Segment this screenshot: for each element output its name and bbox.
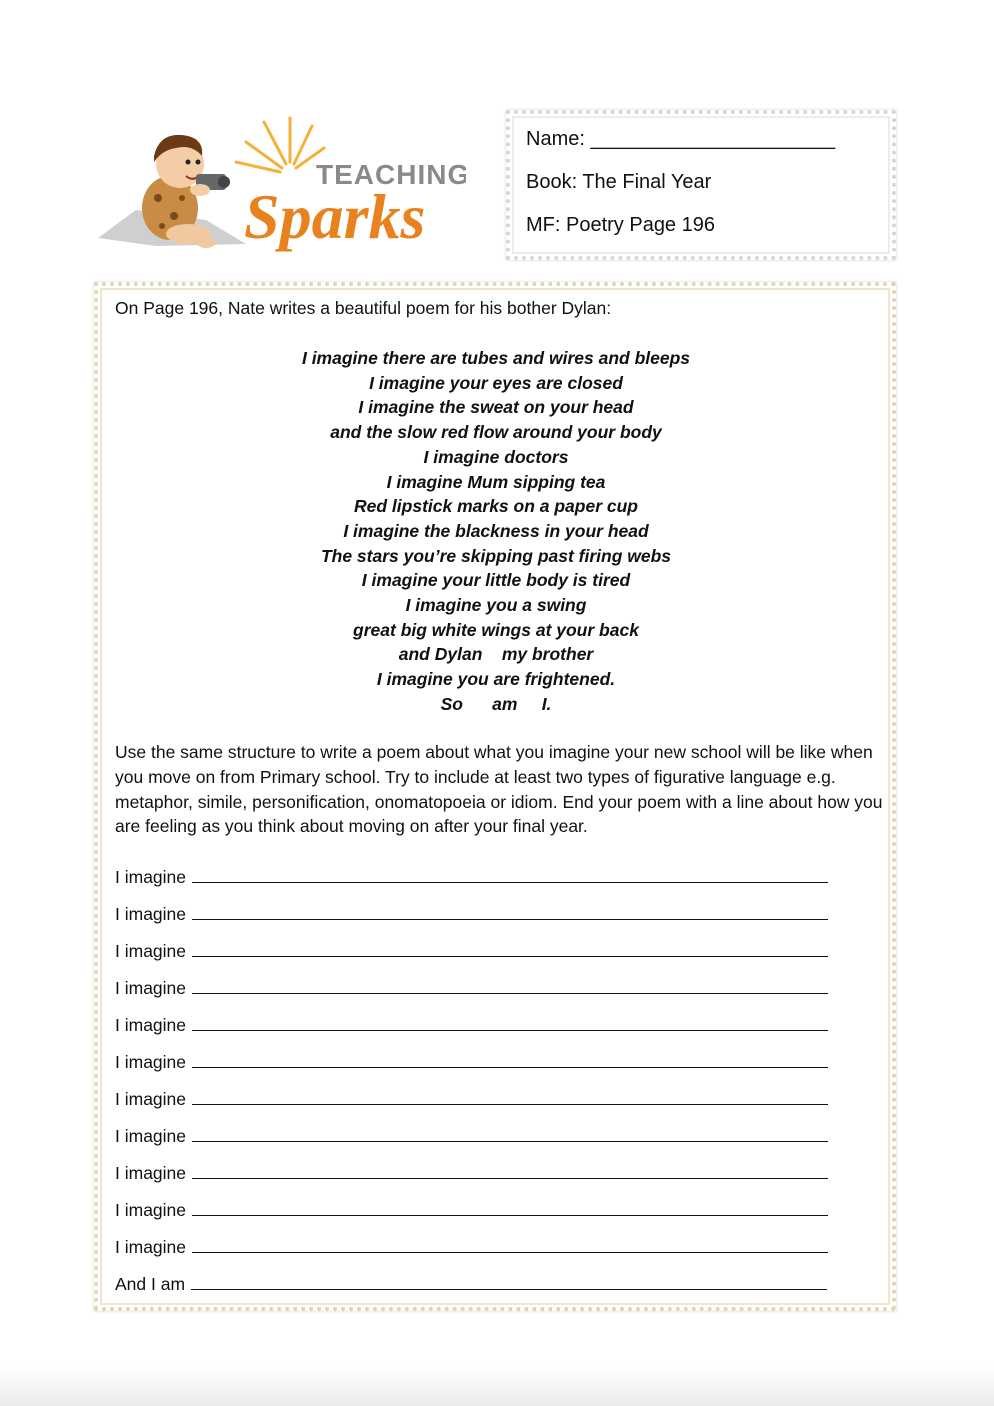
writing-line-final[interactable] [115,1271,827,1295]
poem-line: I imagine your eyes are closed [369,372,623,393]
writing-line-label: I imagine [115,1089,187,1109]
writing-blank[interactable] [192,864,828,883]
writing-blank[interactable] [192,938,828,957]
writing-line[interactable] [115,1160,828,1184]
poem-line: I imagine your little body is tired [361,570,631,591]
poem [98,346,894,717]
writing-blank[interactable] [192,1123,828,1142]
writing-line-label: And I am [115,1274,186,1294]
writing-line[interactable] [115,1197,828,1221]
writing-blank[interactable] [192,975,828,994]
writing-line-label: I imagine [115,978,187,998]
writing-line[interactable] [115,901,828,925]
poem-line: I imagine the blackness in your head [343,520,649,541]
writing-blank[interactable] [192,901,828,920]
poem-line: I imagine the sweat on your head [358,397,634,418]
writing-line[interactable] [115,938,828,962]
writing-line-label: I imagine [115,1126,187,1146]
writing-blank[interactable] [192,1197,828,1216]
book-title: Book: The Final Year [526,171,712,193]
writing-line[interactable] [115,1123,828,1147]
poem-line: So am I. [440,693,552,714]
name-field[interactable]: Name: ______________________ [526,128,836,150]
writing-line-label: I imagine [115,941,187,961]
worksheet-main-box [94,282,896,1311]
writing-line[interactable] [115,864,828,888]
writing-blank[interactable] [192,1086,828,1105]
intro-text: On Page 196, Nate writes a beautiful poem for his bother Dylan: [115,298,612,318]
poem-line: I imagine there are tubes and wires and bleeps [301,348,691,368]
writing-line-label: I imagine [115,1015,187,1035]
student-info-box [506,110,896,260]
poem-line: Red lipstick marks on a paper cup [354,496,638,517]
instructions-text: Use the same structure to write a poem about what you imagine your new school will be like when you move on from Primary school. Try to include at least two types of figurative language e.g. metaphor, simile, personification, onomatopoeia or idiom. End your poem with a line about how you are feeling as you think about moving on after your final year. [115,742,883,837]
writing-line[interactable] [115,1012,828,1036]
writing-line-label: I imagine [115,904,187,924]
writing-line-label: I imagine [115,867,187,887]
logo-text-teaching: TEACHING [316,159,466,190]
teaching-sparks-logo [96,112,466,262]
writing-line-label: I imagine [115,1200,187,1220]
poem-line: and the slow red flow around your body [330,422,662,443]
poem-line: The stars you’re skipping past firing webs [320,545,672,566]
writing-blank[interactable] [191,1271,827,1290]
poem-line: great big white wings at your back [353,619,639,640]
writing-line-label: I imagine [115,1052,187,1072]
writing-blank[interactable] [192,1012,828,1031]
mf-page: MF: Poetry Page 196 [526,214,715,236]
caveman-mascot-icon [96,112,466,262]
poem-line: I imagine Mum sipping tea [386,471,606,492]
writing-line-label: I imagine [115,1163,187,1183]
page-bottom-shade [0,1366,994,1406]
poem-line: I imagine doctors [423,446,569,467]
writing-line[interactable] [115,1234,828,1258]
poem-line: I imagine you a swing [405,595,587,616]
writing-blank[interactable] [192,1234,828,1253]
writing-line[interactable] [115,975,828,999]
writing-line[interactable] [115,1086,828,1110]
logo-text-sparks: Sparks [244,181,426,252]
poem-line: and Dylan my brother [398,644,594,665]
poem-line: I imagine you are frightened. [376,669,616,690]
writing-line[interactable] [115,1049,828,1073]
writing-blank[interactable] [192,1160,828,1179]
writing-blank[interactable] [192,1049,828,1068]
writing-line-label: I imagine [115,1237,187,1257]
